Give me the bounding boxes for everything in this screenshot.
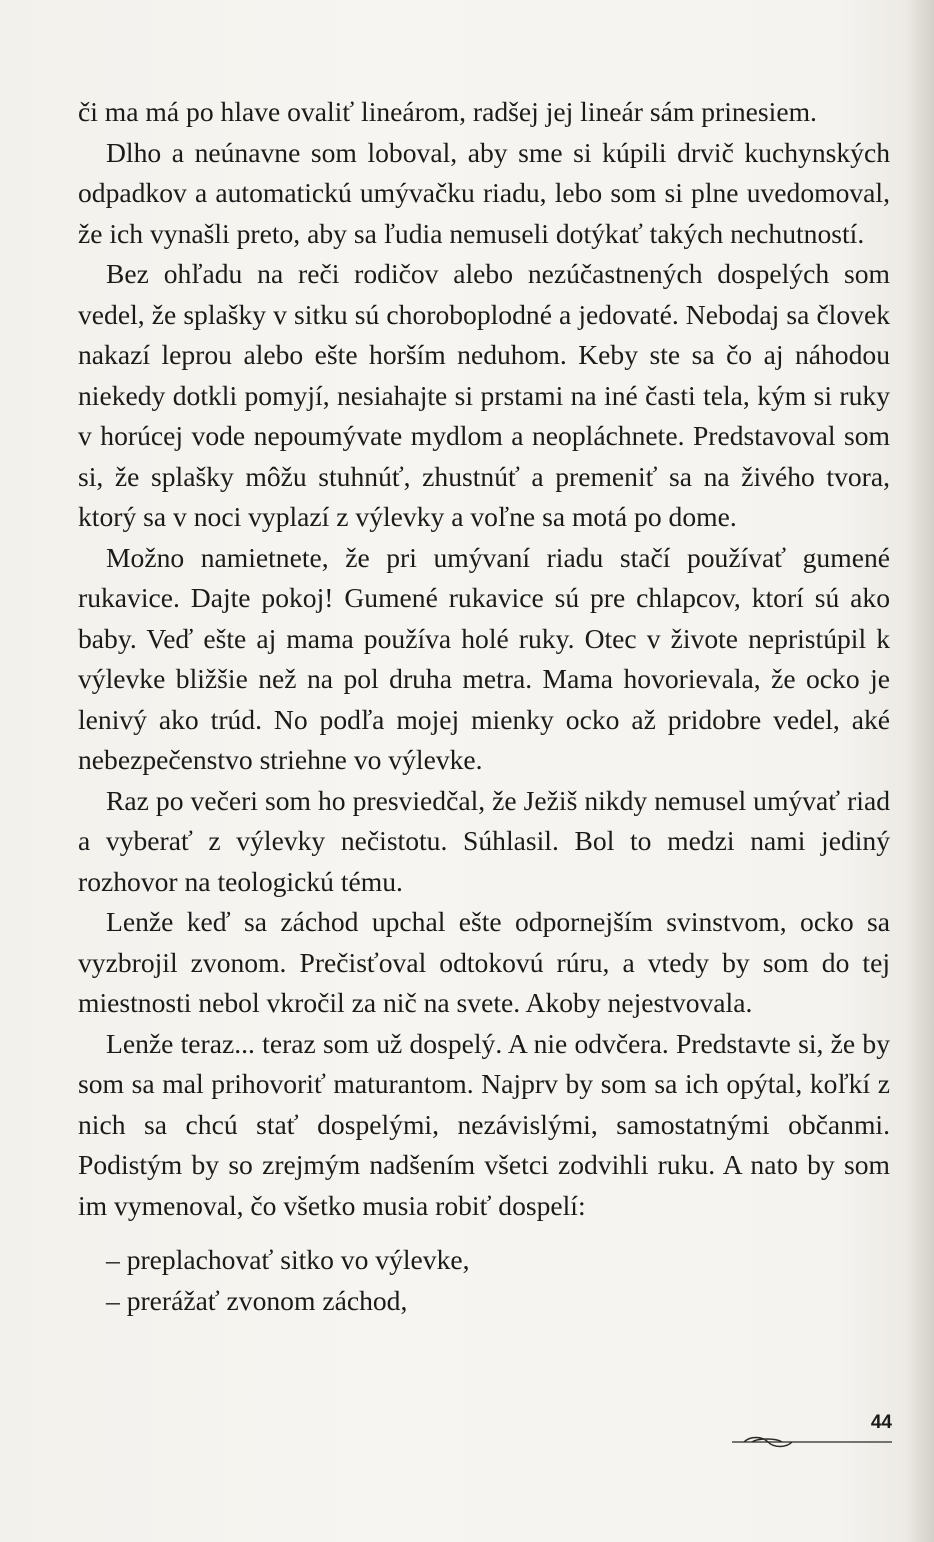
paragraph: Možno namietnete, že pri umývaní riadu stačí používať gumené rukavice. Dajte pokoj! Gumené rukavice sú pre chlapcov, ktorí sú ako baby. Veď ešte aj mama používa holé ruky. Otec v živote nepristúpil k výlevke bližšie než na pol druha metra. Mama hovorievala, že ocko je lenivý ako trúd. No podľa mojej mienky ocko až pridobre vedel, aké nebezpečenstvo striehne vo výlevke. bbox=[78, 541, 890, 775]
ornament-icon bbox=[732, 1434, 892, 1450]
list-item: – prerážať zvonom záchod, bbox=[106, 1284, 408, 1316]
paragraph: Raz po večeri som ho presviedčal, že Ježiš nikdy nemusel umývať riad a vyberať z výlevky nečistotu. Súhlasil. Bol to medzi nami jediný rozhovor na teologickú tému. bbox=[78, 784, 890, 897]
paragraph: Dlho a neúnavne som loboval, aby sme si kúpili drvič kuchynských odpadkov a automatickú umývačku riadu, lebo som si plne uvedomoval, že ich vynašli preto, aby sa ľudia nemuseli dotýkať takých nechutností. bbox=[78, 136, 890, 249]
paragraph: Lenže teraz... teraz som už dospelý. A nie odvčera. Predstavte si, že by som sa mal prihovoriť maturantom. Najprv by som sa ich opýtal, koľkí z nich sa chcú stať dospelými, nezávislými, samostatnými občanmi. Podistým by so zrejmým nadšením všetci zodvihli ruku. A nato by som im vymenoval, čo všetko musia robiť dospelí: bbox=[78, 1027, 890, 1221]
paragraph: Lenže keď sa záchod upchal ešte odpornejším svinstvom, ocko sa vyzbrojil zvonom. Prečisťoval odtokovú rúru, a vtedy by som do tej miestnosti nebol vkročil za nič na svete. Akoby nejestvovala. bbox=[78, 906, 890, 1018]
list-item: – preplachovať sitko vo výlevke, bbox=[106, 1244, 470, 1275]
body-text bbox=[78, 92, 890, 1321]
page-footer bbox=[732, 1412, 892, 1452]
page-number: 44 bbox=[870, 1412, 892, 1433]
paragraph: Bez ohľadu na reči rodičov alebo nezúčastnených dospelých som vedel, že splašky v sitku sú choroboplodné a jedovaté. Nebodaj sa človek nakazí leprou alebo ešte horším neduhom. Keby ste sa čo aj náhodou niekedy dotkli pomyjí, nesiahajte si prstami na iné časti tela, kým si ruky v horúcej vode nepoumývate mydlom a neopláchnete. Predstavoval som si, že splašky môžu stuhnúť, zhustnúť a premeniť sa na živého tvora, ktorý sa v noci vyplazí z výlevky a voľne sa motá po dome. bbox=[78, 258, 890, 532]
paragraph-continuation: či ma má po hlave ovaliť lineárom, radšej jej lineár sám prinesiem. bbox=[78, 96, 817, 127]
dash-list bbox=[78, 1240, 890, 1321]
page-edge-shadow bbox=[906, 0, 934, 1542]
